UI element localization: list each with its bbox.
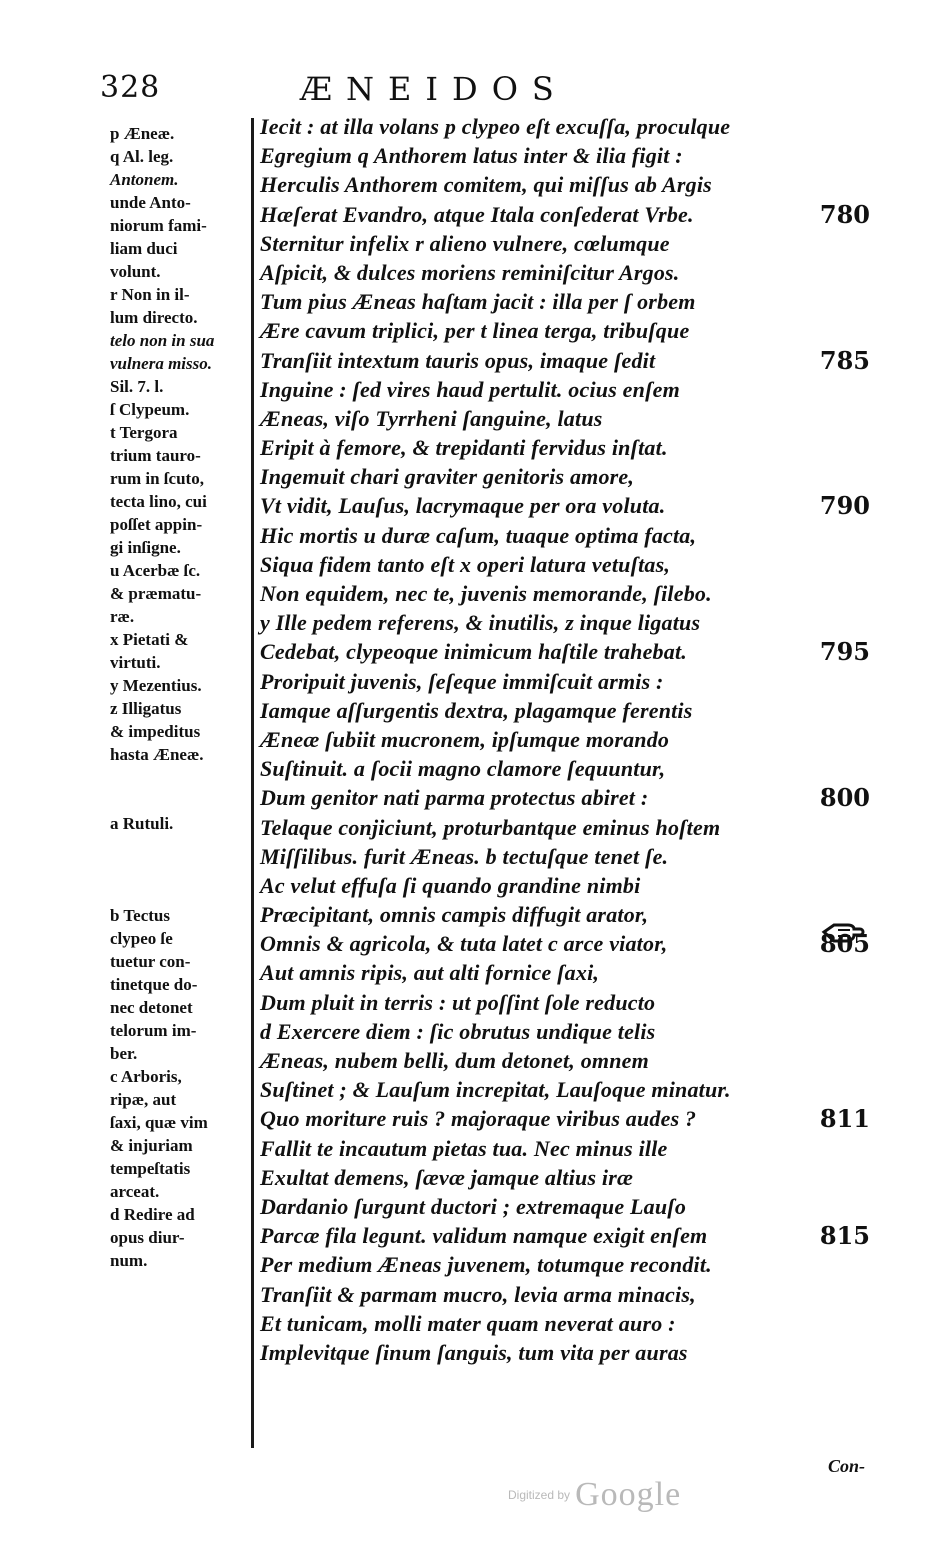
verse-line [260, 258, 870, 287]
marginal-note: clypeo ſe [110, 929, 173, 948]
pointing-hand-icon [820, 917, 868, 947]
marginal-note: hasta Æneæ. [110, 745, 204, 764]
verse-line [260, 871, 870, 900]
line-number: 780 [819, 199, 870, 229]
verse-text: Miſſilibus. furit Æneas. b tectuſque tenet ſe. [260, 843, 669, 869]
verse-line [260, 1075, 870, 1104]
marginal-note: rum in ſcuto, [110, 469, 204, 488]
marginal-note: poſſet appin- [110, 515, 203, 534]
verse-text: y Ille pedem referens, & inutilis, z inque ligatus [260, 610, 701, 636]
marginal-note: t Tergora [110, 423, 178, 442]
marginal-note: opus diur- [110, 1228, 185, 1247]
verse-text: Non equidem, nec te, juvenis memorande, ſilebo. [260, 581, 712, 606]
verse-line [260, 1017, 870, 1046]
marginal-note: a Rutuli. [110, 814, 174, 833]
verse-text: Æneas, nubem belli, dum detonet, omnem [260, 1048, 649, 1073]
verse-text: Tum pius Æneas haſtam jacit : illa per ſ orbem [260, 289, 696, 315]
verse-line [260, 783, 870, 812]
digitized-watermark [508, 1476, 681, 1514]
marginal-note: tecta lino, cui [110, 492, 207, 511]
verse-text: Aut amnis ripis, aut alti fornice ſaxi, [260, 960, 600, 986]
verse-text: d Exercere diem : ſic obrutus undique telis [260, 1018, 656, 1044]
verse-line [260, 1221, 870, 1250]
line-number: 790 [819, 491, 870, 521]
verse-line [260, 1338, 870, 1367]
marginal-note: niorum fami- [110, 216, 207, 235]
verse-text: Dardanio ſurgunt ductori ; extremaque Lauſo [260, 1193, 687, 1219]
verse-text: Tranſiit & parmam mucro, levia arma minacis, [260, 1281, 696, 1307]
verse-text: Omnis & agricola, & tuta latet c arce viator, [260, 931, 668, 957]
marginal-note: arceat. [110, 1182, 160, 1201]
verse-line [260, 725, 870, 754]
marginal-note: b Tectus [110, 906, 170, 925]
marginal-note: vulnera misso. [110, 354, 213, 373]
line-number: 785 [819, 345, 870, 375]
verse-text: Exultat demens, ſævæ jamque altius iræ [260, 1164, 634, 1190]
verse-line [260, 988, 870, 1017]
marginal-note: virtuti. [110, 653, 161, 672]
marginal-note: volunt. [110, 262, 161, 281]
verse-column [260, 112, 870, 1367]
verse-line [260, 170, 870, 199]
marginal-note: z Illigatus [110, 699, 182, 718]
verse-line [260, 1280, 870, 1309]
marginal-note: nec detonet [110, 998, 193, 1017]
verse-line [260, 1163, 870, 1192]
verse-text: Ingemuit chari graviter genitoris amore, [260, 464, 635, 490]
verse-line [260, 1309, 870, 1338]
marginal-note: x Pietati & [110, 630, 189, 649]
line-number: 795 [819, 637, 870, 667]
verse-line [260, 462, 870, 491]
marginal-note: Sil. 7. l. [110, 377, 164, 396]
verse-line [260, 696, 870, 725]
marginal-note: & injuriam [110, 1136, 193, 1155]
verse-text: Telaque conjiciunt, proturbantque eminus hoſtem [260, 814, 721, 840]
marginal-note: ber. [110, 1044, 138, 1063]
verse-line [260, 375, 870, 404]
running-title: ÆNEIDOS [300, 70, 568, 108]
marginal-note: r Non in il- [110, 285, 190, 304]
verse-text: Per medium Æneas juvenem, totumque recondit. [260, 1252, 712, 1278]
verse-line [260, 842, 870, 871]
verse-line [260, 521, 870, 550]
verse-text: Æneæ ſubiit mucronem, ipſumque morando [260, 726, 670, 752]
verse-line [260, 112, 870, 141]
verse-line [260, 637, 870, 666]
marginal-note: gi inſigne. [110, 538, 181, 557]
marginal-note: & præmatu- [110, 584, 202, 603]
verse-text: Proripuit juvenis, ſeſeque immiſcuit armis : [260, 668, 664, 694]
page-number: 328 [100, 70, 161, 105]
watermark-brand: Google [575, 1476, 682, 1513]
verse-line [260, 491, 870, 520]
marginal-note: tinetque do- [110, 975, 198, 994]
line-number: 811 [819, 1104, 870, 1134]
marginal-note: unde Anto- [110, 193, 191, 212]
verse-text: Herculis Anthorem comitem, qui miſſus ab Argis [260, 172, 712, 198]
marginal-note [110, 766, 248, 789]
marginal-note: p Æneæ. [110, 124, 175, 143]
verse-text: Quo moriture ruis ? majoraque viribus audes ? [260, 1106, 697, 1132]
marginal-note: Antonem. [110, 170, 179, 189]
verse-text: Sternitur infelix r alieno vulnere, cœlumque [260, 230, 670, 256]
verse-line [260, 404, 870, 433]
verse-line [260, 200, 870, 229]
marginal-note: y Mezentius. [110, 676, 202, 695]
marginal-note: tuetur con- [110, 952, 191, 971]
verse-text: Suſtinuit. a ſocii magno clamore ſequuntur, [260, 756, 666, 782]
marginal-note: u Acerbæ ſc. [110, 561, 201, 580]
verse-text: Implevitque ſinum ſanguis, tum vita per auras [260, 1339, 688, 1365]
verse-text: Hæſerat Evandro, atque Itala conſederat Vrbe. [260, 201, 694, 227]
verse-text: Tranſiit intextum tauris opus, imaque ſedit [260, 347, 656, 373]
marginal-note [110, 789, 248, 812]
marginal-note: liam duci [110, 239, 178, 258]
verse-text: Dum pluit in terris : ut poſſint ſole reducto [260, 989, 656, 1015]
marginal-note: lum directo. [110, 308, 198, 327]
verse-text: Siqua fidem tanto eſt x operi latura vetuſtas, [260, 551, 671, 577]
marginal-notes [110, 122, 248, 1272]
marginal-note: ſaxi, quæ vim [110, 1113, 208, 1132]
verse-line [260, 287, 870, 316]
verse-line [260, 1192, 870, 1221]
verse-line [260, 929, 870, 958]
verse-line [260, 550, 870, 579]
marginal-note [110, 835, 248, 858]
verse-line [260, 754, 870, 783]
marginal-note: tempeſtatis [110, 1159, 191, 1178]
verse-text: Hic mortis u duræ caſum, tuaque optima facta, [260, 522, 697, 548]
verse-line [260, 433, 870, 462]
verse-line [260, 958, 870, 987]
verse-line [260, 1250, 870, 1279]
verse-line [260, 1104, 870, 1133]
watermark-prefix: Digitized by [508, 1488, 571, 1502]
marginal-note: num. [110, 1251, 148, 1270]
verse-line [260, 346, 870, 375]
verse-text: Egregium q Anthorem latus inter & ilia figit : [260, 143, 683, 169]
line-number: 815 [819, 1221, 870, 1251]
verse-text: Suſtinet ; & Lauſum increpitat, Lauſoque minatur. [260, 1077, 731, 1103]
verse-text: Aſpicit, & dulces moriens reminiſcitur Argos. [260, 259, 680, 285]
verse-text: Inguine : ſed vires haud pertulit. ocius enſem [260, 376, 680, 402]
line-number: 805 [819, 929, 870, 959]
marginal-note: ræ. [110, 607, 135, 626]
marginal-note: trium tauro- [110, 446, 201, 465]
marginal-note: c Arboris, [110, 1067, 182, 1086]
verse-text: Eripit à femore, & trepidanti fervidus inſtat. [260, 435, 668, 461]
verse-line [260, 608, 870, 637]
verse-text: Parcæ fila legunt. validum namque exigit enſem [260, 1223, 708, 1249]
verse-line [260, 229, 870, 258]
verse-text: Fallit te incautum pietas tua. Nec minus ille [260, 1135, 668, 1161]
marginal-note: telo non in sua [110, 331, 215, 350]
verse-line [260, 579, 870, 608]
verse-line [260, 141, 870, 170]
verse-text: Et tunicam, molli mater quam neverat auro : [260, 1310, 676, 1336]
marginal-note: ſ Clypeum. [110, 400, 190, 419]
marginal-note: q Al. leg. [110, 147, 174, 166]
verse-line [260, 667, 870, 696]
verse-text: Cedebat, clypeoque inimicum haſtile trahebat. [260, 639, 687, 665]
verse-text: Iamque aſſurgentis dextra, plagamque ferentis [260, 697, 693, 723]
marginal-note [110, 858, 248, 881]
verse-text: Æneas, viſo Tyrrheni ſanguine, latus [260, 405, 603, 431]
verse-text: Præcipitant, omnis campis diffugit arator, [260, 902, 649, 928]
marginal-note: d Redire ad [110, 1205, 195, 1224]
marginal-note: ripæ, aut [110, 1090, 177, 1109]
verse-line [260, 1046, 870, 1075]
verse-text: Dum genitor nati parma protectus abiret : [260, 785, 649, 811]
verse-line [260, 813, 870, 842]
verse-text: Ære cavum triplici, per t linea terga, tribuſque [260, 318, 690, 344]
marginal-note: & impeditus [110, 722, 201, 741]
verse-line [260, 900, 870, 929]
column-rule [251, 118, 254, 1448]
marginal-note [110, 881, 248, 904]
verse-line [260, 1134, 870, 1163]
marginal-note: telorum im- [110, 1021, 197, 1040]
verse-text: Iecit : at illa volans p clypeo eſt excuſſa, proculque [260, 114, 731, 139]
verse-text: Ac velut effuſa ſi quando grandine nimbi [260, 872, 641, 898]
catchword: Con- [828, 1456, 866, 1476]
verse-line [260, 316, 870, 345]
line-number: 800 [819, 783, 870, 813]
verse-text: Vt vidit, Lauſus, lacrymaque per ora voluta. [260, 493, 666, 519]
